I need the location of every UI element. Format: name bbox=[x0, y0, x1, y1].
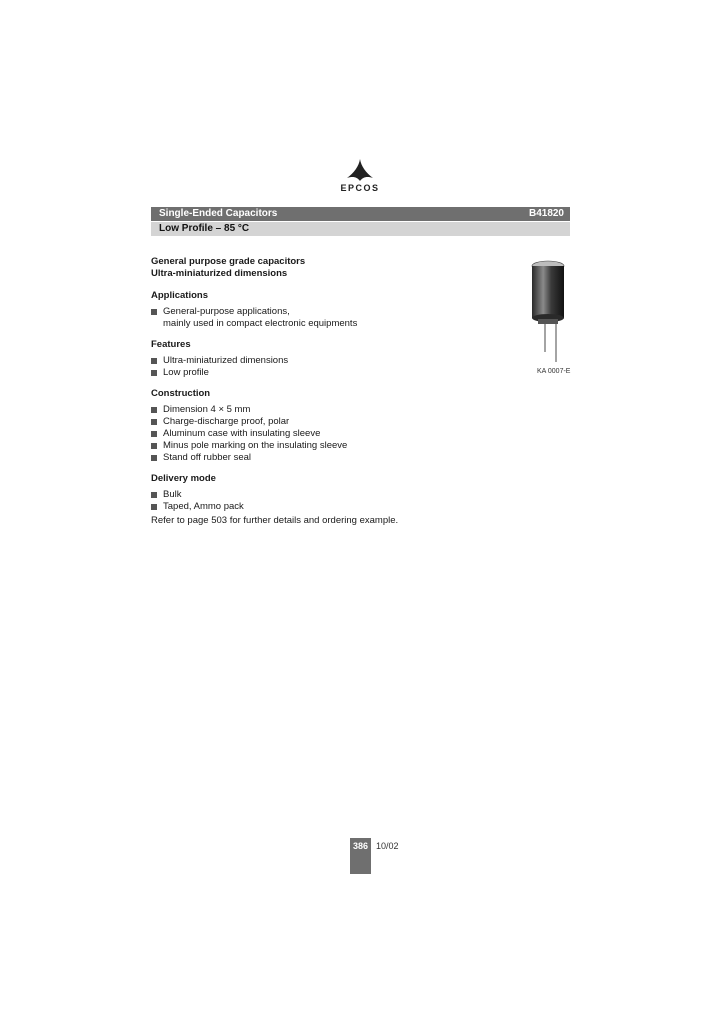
reference-note: Refer to page 503 for further details and ordering example. bbox=[151, 515, 399, 526]
page-subtitle: Low Profile – 85 °C bbox=[159, 223, 250, 234]
intro bbox=[151, 256, 511, 280]
section-heading: Construction bbox=[151, 388, 211, 399]
intro-line: Ultra-miniaturized dimensions bbox=[151, 268, 288, 279]
list-item-text: mainly used in compact electronic equipments bbox=[163, 318, 358, 329]
delivery-section bbox=[151, 473, 511, 527]
epcos-logo bbox=[337, 158, 383, 204]
brand-name: EPCOS bbox=[340, 183, 380, 193]
list-item: Bulk bbox=[151, 489, 511, 501]
list-item-text: General-purpose applications, bbox=[163, 306, 290, 317]
page-number: 386 bbox=[350, 838, 371, 874]
content bbox=[151, 256, 511, 536]
capacitor-image bbox=[530, 256, 574, 380]
list-item: Stand off rubber seal bbox=[151, 452, 511, 464]
list-item: Minus pole marking on the insulating sleeve bbox=[151, 440, 511, 452]
list-item: Dimension 4 × 5 mm bbox=[151, 404, 511, 416]
section-heading: Applications bbox=[151, 290, 209, 301]
list-item bbox=[151, 306, 511, 330]
list-item: Aluminum case with insulating sleeve bbox=[151, 428, 511, 440]
epcos-logo-icon bbox=[346, 158, 374, 182]
list-item: Charge-discharge proof, polar bbox=[151, 416, 511, 428]
section-heading: Features bbox=[151, 339, 191, 350]
title-bar bbox=[151, 207, 570, 221]
edition-date: 10/02 bbox=[376, 841, 399, 851]
section-heading: Delivery mode bbox=[151, 473, 216, 484]
list-item: Ultra-miniaturized dimensions bbox=[151, 355, 511, 367]
features-section bbox=[151, 339, 511, 379]
subtitle-bar bbox=[151, 222, 570, 236]
part-number: B41820 bbox=[528, 208, 564, 219]
page-title: Single-Ended Capacitors bbox=[159, 208, 278, 219]
figure-label: KA 0007-E bbox=[537, 368, 571, 375]
applications-section bbox=[151, 290, 511, 330]
list-item: Low profile bbox=[151, 367, 511, 379]
capacitor-icon bbox=[530, 256, 574, 368]
list-item: Taped, Ammo pack bbox=[151, 501, 511, 513]
intro-line: General purpose grade capacitors bbox=[151, 256, 306, 267]
construction-section bbox=[151, 388, 511, 464]
